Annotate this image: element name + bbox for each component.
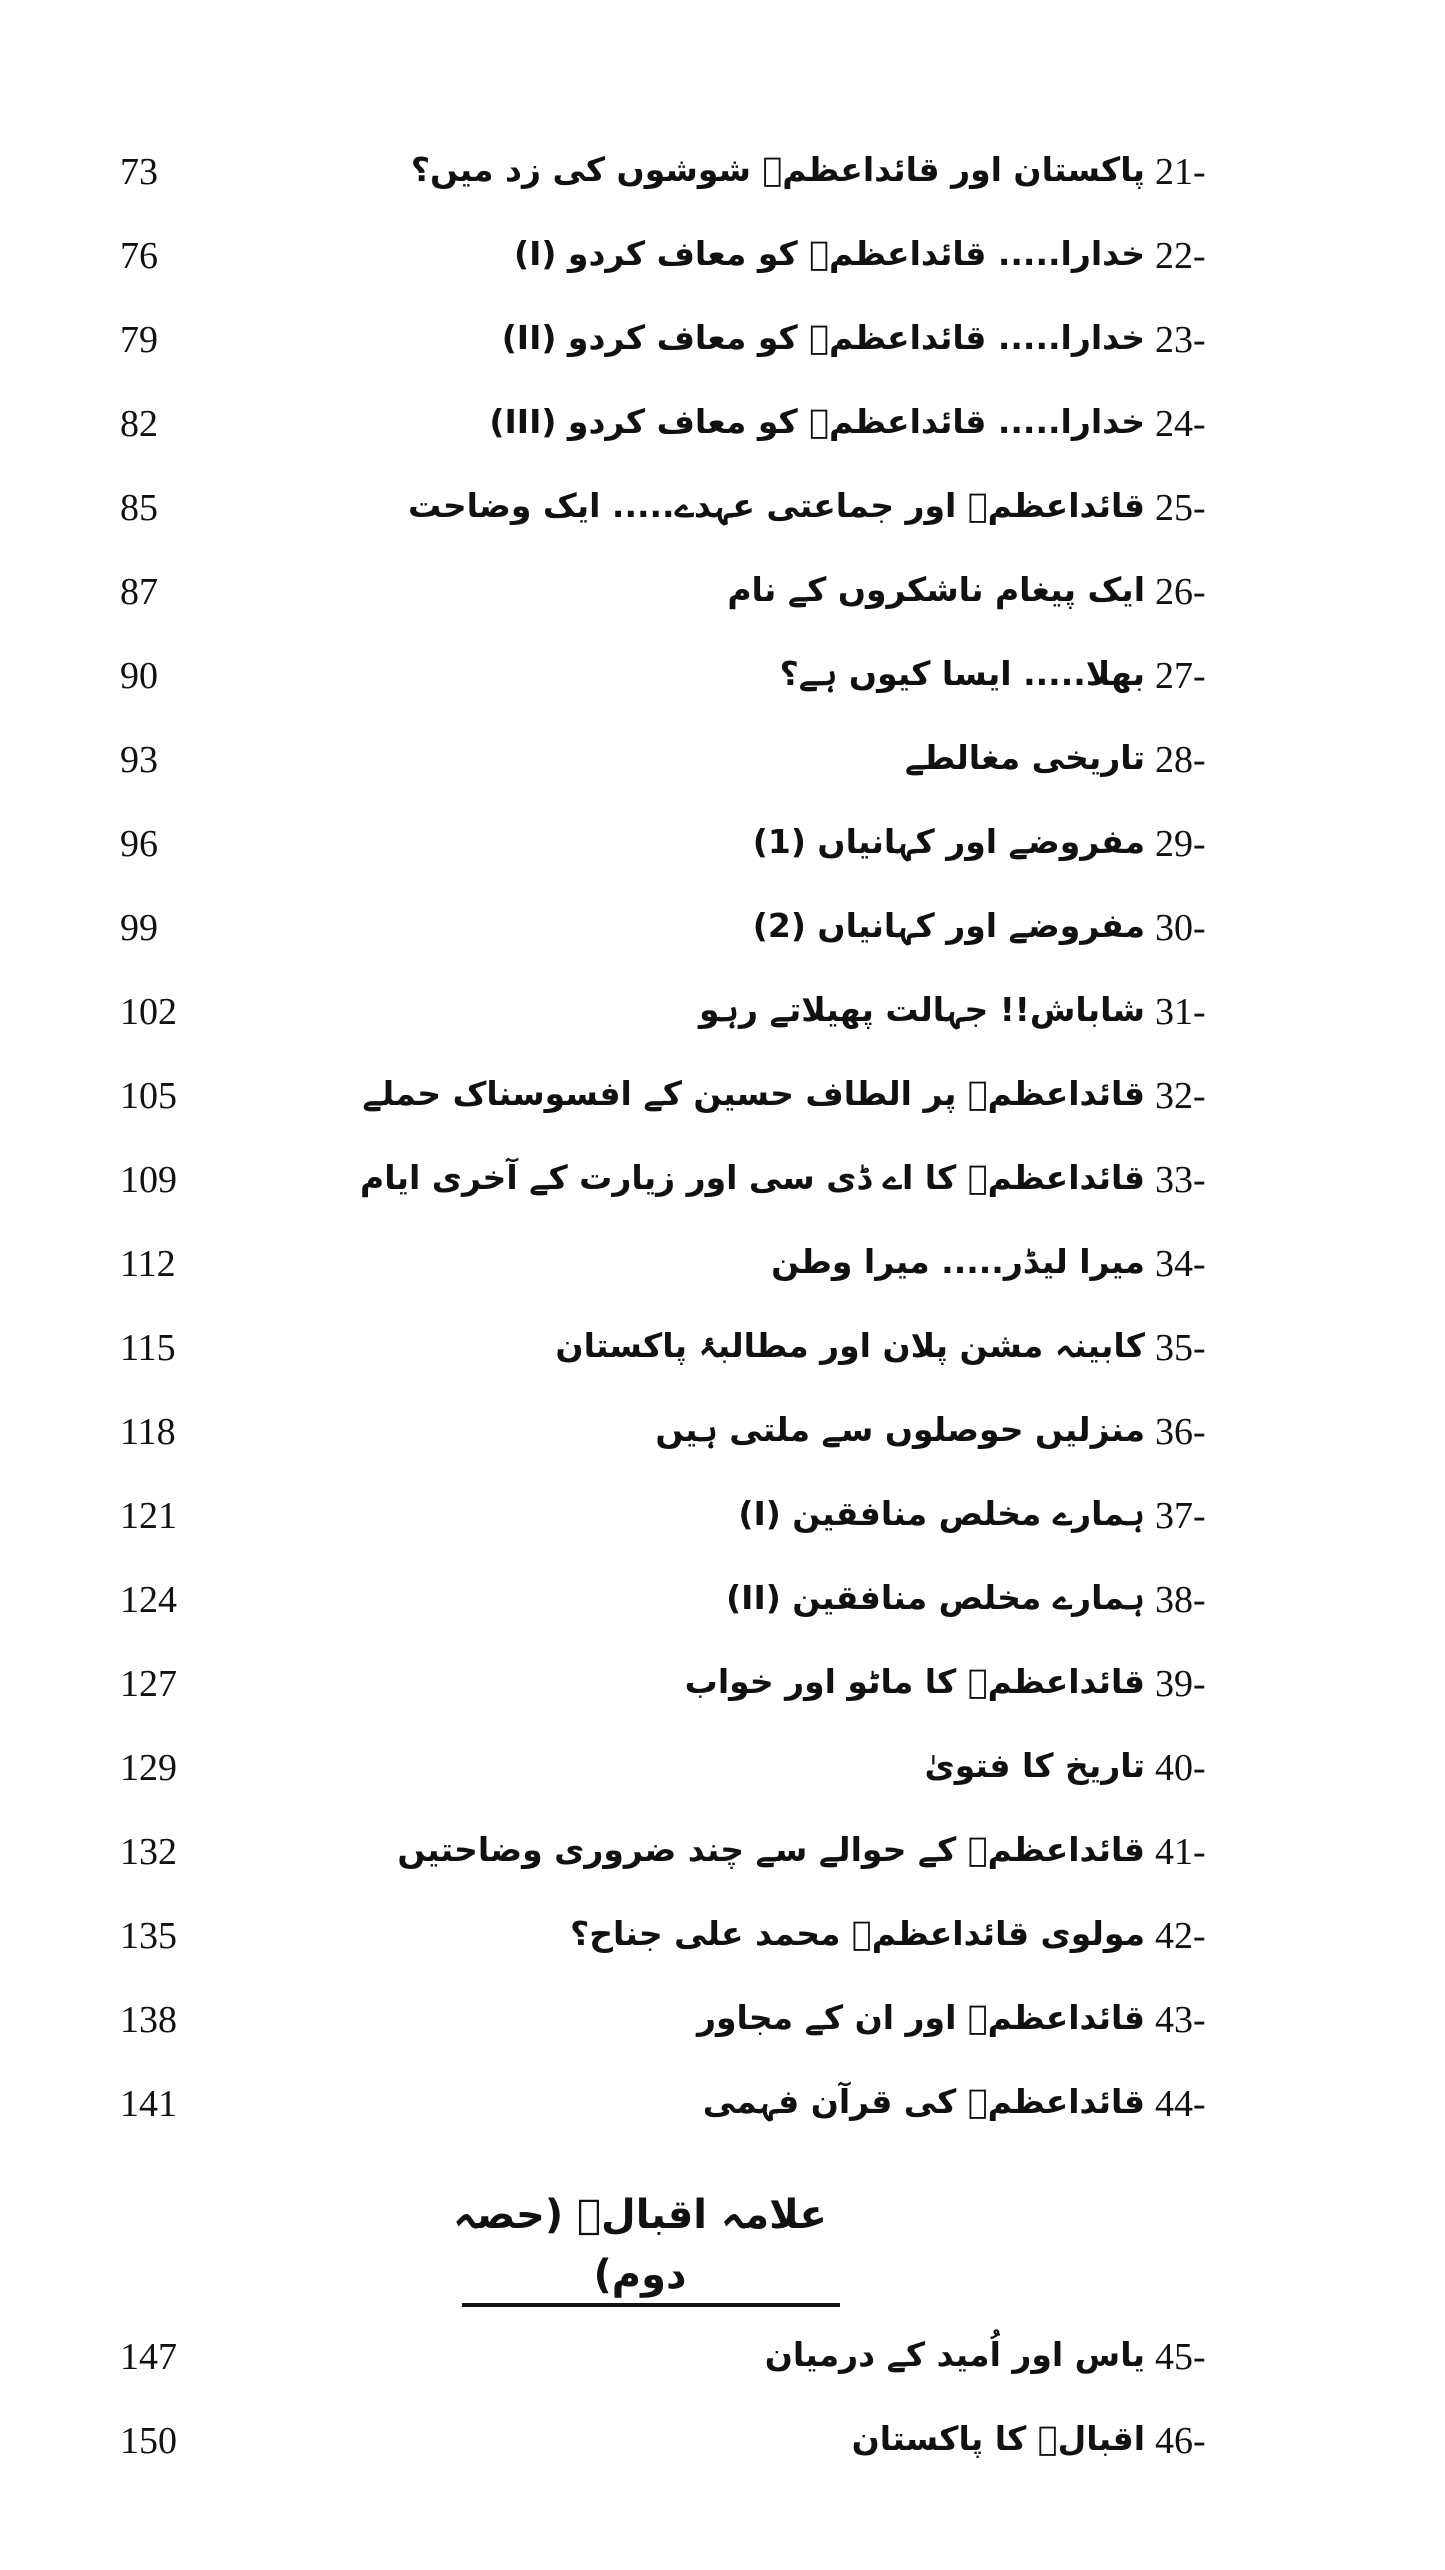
- toc-entry-title: قائداعظمؒ کا اے ڈی سی اور زیارت کے آخری ایام: [360, 1158, 1145, 1197]
- toc-entry-number: 31-: [1155, 991, 1206, 1033]
- toc-entry-title: مفروضے اور کہانیاں (1): [752, 822, 1145, 861]
- toc-entry-title: خدارا..... قائداعظمؒ کو معاف کردو (I): [513, 234, 1145, 273]
- toc-page-number: 87: [120, 571, 158, 613]
- toc-page-number: 121: [120, 1495, 177, 1537]
- toc-entry-title: خدارا..... قائداعظمؒ کو معاف کردو (II): [501, 318, 1145, 357]
- toc-entry-title: مولوی قائداعظمؒ محمد علی جناح؟: [570, 1914, 1145, 1953]
- toc-entry: [0, 1726, 1445, 1810]
- toc-entry-number: 45-: [1155, 2336, 1206, 2378]
- toc-entry-title: قائداعظمؒ کا ماٹو اور خواب: [684, 1662, 1145, 1701]
- toc-entry: [0, 466, 1445, 550]
- toc-page-number: 82: [120, 403, 158, 445]
- toc-entry-number: 37-: [1155, 1495, 1206, 1537]
- toc-entry-number: 35-: [1155, 1327, 1206, 1369]
- toc-page-number: 147: [120, 2336, 177, 2378]
- toc-page-number: 132: [120, 1831, 177, 1873]
- toc-entry-title: بھلا..... ایسا کیوں ہے؟: [779, 654, 1145, 693]
- toc-entry-title: تاریخی مغالطے: [904, 738, 1145, 777]
- toc-entry-number: 21-: [1155, 151, 1206, 193]
- toc-page-number: 76: [120, 235, 158, 277]
- toc-page-number: 102: [120, 991, 177, 1033]
- section-heading: علامہ اقبالؒ (حصہ دوم): [453, 2192, 827, 2298]
- toc-entry-title: منزلیں حوصلوں سے ملتی ہیں: [655, 1410, 1145, 1449]
- toc-entry: [0, 550, 1445, 634]
- toc-entry-title: اقبالؒ کا پاکستان: [851, 2419, 1145, 2458]
- toc-entry-title: شاباش!! جہالت پھیلاتے رہو: [698, 990, 1145, 1029]
- toc-entry: [0, 2399, 1445, 2483]
- toc-entry-number: 23-: [1155, 319, 1206, 361]
- toc-page-number: 90: [120, 655, 158, 697]
- toc-entry: [0, 1390, 1445, 1474]
- toc-entry-number: 41-: [1155, 1831, 1206, 1873]
- toc-page-number: 141: [120, 2083, 177, 2125]
- toc-page-number: 129: [120, 1747, 177, 1789]
- toc-entry-number: 30-: [1155, 907, 1206, 949]
- toc-entry-number: 36-: [1155, 1411, 1206, 1453]
- toc-entry: [0, 2062, 1445, 2146]
- toc-entry-number: 28-: [1155, 739, 1206, 781]
- toc-entry-title: قائداعظمؒ کے حوالے سے چند ضروری وضاحتیں: [397, 1830, 1145, 1869]
- toc-page-number: 85: [120, 487, 158, 529]
- toc-page-number: 150: [120, 2420, 177, 2462]
- toc-page-number: 99: [120, 907, 158, 949]
- toc-entry: [0, 718, 1445, 802]
- toc-entry-number: 38-: [1155, 1579, 1206, 1621]
- toc-entry-title: یاس اور اُمید کے درمیان: [764, 2335, 1145, 2374]
- toc-entry-number: 25-: [1155, 487, 1206, 529]
- toc-entry-title: تاریخ کا فتویٰ: [924, 1746, 1145, 1785]
- section-divider: [462, 2303, 840, 2307]
- toc-entry-number: 42-: [1155, 1915, 1206, 1957]
- toc-page-number: 96: [120, 823, 158, 865]
- toc-entry-number: 24-: [1155, 403, 1206, 445]
- toc-entry-title: قائداعظمؒ اور ان کے مجاور: [696, 1998, 1145, 2037]
- toc-page-number: 118: [120, 1411, 176, 1453]
- toc-entry: [0, 1474, 1445, 1558]
- toc-entry: [0, 1306, 1445, 1390]
- toc-page-number: 115: [120, 1327, 176, 1369]
- toc-page-number: 112: [120, 1243, 176, 1285]
- toc-entry-number: 22-: [1155, 235, 1206, 277]
- toc-page-number: 109: [120, 1159, 177, 1201]
- toc-entry-title: ہمارے مخلص منافقین (II): [726, 1578, 1145, 1617]
- toc-entry: [0, 1222, 1445, 1306]
- toc-entry-title: ایک پیغام ناشکروں کے نام: [727, 570, 1145, 609]
- toc-entry: [0, 382, 1445, 466]
- toc-entry-title: مفروضے اور کہانیاں (2): [752, 906, 1145, 945]
- toc-entry-number: 32-: [1155, 1075, 1206, 1117]
- toc-entry: [0, 886, 1445, 970]
- toc-entry: [0, 1054, 1445, 1138]
- toc-entry-number: 40-: [1155, 1747, 1206, 1789]
- toc-entry: [0, 1894, 1445, 1978]
- toc-entry: [0, 2315, 1445, 2399]
- toc-entry: [0, 1138, 1445, 1222]
- toc-page-number: 105: [120, 1075, 177, 1117]
- toc-entry-number: 34-: [1155, 1243, 1206, 1285]
- toc-entry: [0, 1558, 1445, 1642]
- toc-entry-number: 44-: [1155, 2083, 1206, 2125]
- toc-entry-title: پاکستان اور قائداعظمؒ شوشوں کی زد میں؟: [410, 150, 1145, 189]
- toc-page-number: 124: [120, 1579, 177, 1621]
- toc-page-number: 127: [120, 1663, 177, 1705]
- toc-page-number: 93: [120, 739, 158, 781]
- toc-entry-title: خدارا..... قائداعظمؒ کو معاف کردو (III): [489, 402, 1145, 441]
- toc-list-section-2: [0, 2315, 1445, 2483]
- toc-page-number: 138: [120, 1999, 177, 2041]
- toc-entry-number: 39-: [1155, 1663, 1206, 1705]
- toc-entry: [0, 130, 1445, 214]
- toc-list: [0, 130, 1445, 2146]
- toc-entry-number: 26-: [1155, 571, 1206, 613]
- toc-page-number: 79: [120, 319, 158, 361]
- toc-entry-title: میرا لیڈر..... میرا وطن: [771, 1242, 1145, 1281]
- toc-page-number: 135: [120, 1915, 177, 1957]
- toc-entry: [0, 214, 1445, 298]
- toc-entry: [0, 634, 1445, 718]
- toc-entry: [0, 1642, 1445, 1726]
- toc-entry: [0, 1810, 1445, 1894]
- toc-entry-title: قائداعظمؒ پر الطاف حسین کے افسوسناک حملے: [362, 1074, 1145, 1113]
- toc-entry: [0, 970, 1445, 1054]
- toc-entry: [0, 1978, 1445, 2062]
- toc-entry-title: ہمارے مخلص منافقین (I): [738, 1494, 1145, 1533]
- toc-entry-number: 46-: [1155, 2420, 1206, 2462]
- toc-entry-title: قائداعظمؒ کی قرآن فہمی: [702, 2082, 1145, 2121]
- toc-entry-number: 43-: [1155, 1999, 1206, 2041]
- toc-entry: [0, 298, 1445, 382]
- toc-entry: [0, 802, 1445, 886]
- toc-entry-number: 29-: [1155, 823, 1206, 865]
- toc-entry-number: 27-: [1155, 655, 1206, 697]
- toc-entry-title: قائداعظمؒ اور جماعتی عہدے..... ایک وضاحت: [407, 486, 1145, 525]
- toc-page-number: 73: [120, 151, 158, 193]
- toc-entry-number: 33-: [1155, 1159, 1206, 1201]
- toc-entry-title: کابینہ مشن پلان اور مطالبۂ پاکستان: [555, 1326, 1145, 1365]
